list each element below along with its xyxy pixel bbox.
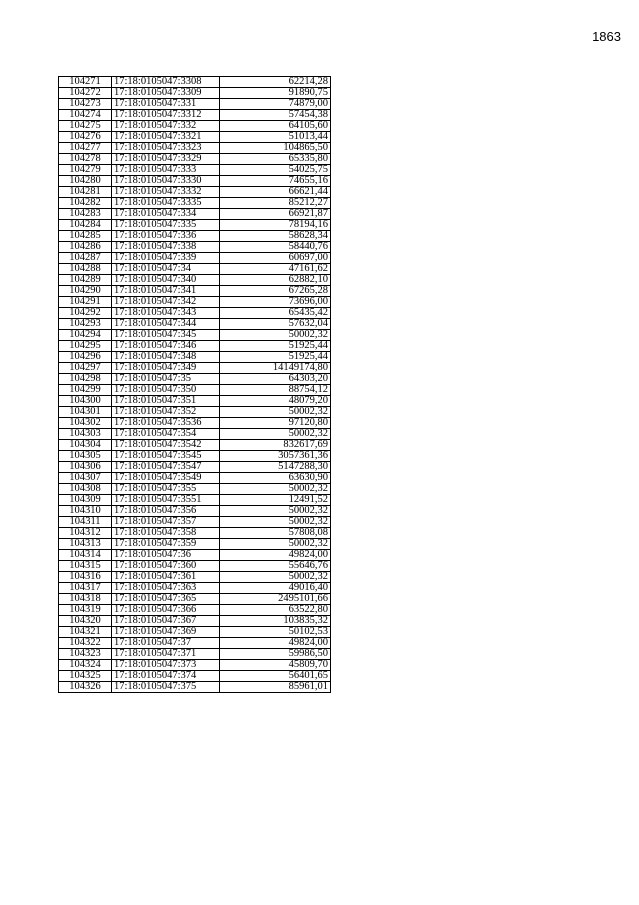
row-number-cell: 104304 xyxy=(59,440,112,451)
table-row xyxy=(59,209,331,220)
value-cell: 49824,00 xyxy=(220,638,331,649)
value-cell: 57454,38 xyxy=(220,110,331,121)
row-number-cell: 104322 xyxy=(59,638,112,649)
table-row xyxy=(59,418,331,429)
table-row xyxy=(59,121,331,132)
table-row xyxy=(59,242,331,253)
value-cell: 57632,04 xyxy=(220,319,331,330)
cadastral-number-cell: 17:18:0105047:355 xyxy=(112,484,220,495)
cadastral-number-cell: 17:18:0105047:333 xyxy=(112,165,220,176)
table-row xyxy=(59,638,331,649)
table-row xyxy=(59,561,331,572)
cadastral-number-cell: 17:18:0105047:352 xyxy=(112,407,220,418)
cadastral-number-cell: 17:18:0105047:335 xyxy=(112,220,220,231)
cadastral-number-cell: 17:18:0105047:360 xyxy=(112,561,220,572)
row-number-cell: 104280 xyxy=(59,176,112,187)
cadastral-number-cell: 17:18:0105047:3321 xyxy=(112,132,220,143)
value-cell: 85961,01 xyxy=(220,682,331,693)
row-number-cell: 104308 xyxy=(59,484,112,495)
value-cell: 88754,12 xyxy=(220,385,331,396)
cadastral-number-cell: 17:18:0105047:340 xyxy=(112,275,220,286)
cadastral-number-cell: 17:18:0105047:37 xyxy=(112,638,220,649)
table-row xyxy=(59,297,331,308)
cadastral-number-cell: 17:18:0105047:338 xyxy=(112,242,220,253)
table-row xyxy=(59,198,331,209)
row-number-cell: 104292 xyxy=(59,308,112,319)
cadastral-number-cell: 17:18:0105047:371 xyxy=(112,649,220,660)
value-cell: 58628,34 xyxy=(220,231,331,242)
row-number-cell: 104298 xyxy=(59,374,112,385)
table-row xyxy=(59,594,331,605)
cadastral-number-cell: 17:18:0105047:348 xyxy=(112,352,220,363)
cadastral-number-cell: 17:18:0105047:375 xyxy=(112,682,220,693)
row-number-cell: 104316 xyxy=(59,572,112,583)
value-cell: 45809,70 xyxy=(220,660,331,671)
table-row xyxy=(59,110,331,121)
row-number-cell: 104315 xyxy=(59,561,112,572)
row-number-cell: 104272 xyxy=(59,88,112,99)
cadastral-number-cell: 17:18:0105047:3312 xyxy=(112,110,220,121)
row-number-cell: 104278 xyxy=(59,154,112,165)
cadastral-number-cell: 17:18:0105047:351 xyxy=(112,396,220,407)
row-number-cell: 104313 xyxy=(59,539,112,550)
row-number-cell: 104305 xyxy=(59,451,112,462)
row-number-cell: 104301 xyxy=(59,407,112,418)
row-number-cell: 104281 xyxy=(59,187,112,198)
row-number-cell: 104288 xyxy=(59,264,112,275)
value-cell: 91890,75 xyxy=(220,88,331,99)
cadastral-number-cell: 17:18:0105047:3329 xyxy=(112,154,220,165)
table-row xyxy=(59,231,331,242)
row-number-cell: 104325 xyxy=(59,671,112,682)
value-cell: 66921,87 xyxy=(220,209,331,220)
table-row xyxy=(59,253,331,264)
row-number-cell: 104324 xyxy=(59,660,112,671)
table-row xyxy=(59,176,331,187)
value-cell: 14149174,80 xyxy=(220,363,331,374)
row-number-cell: 104311 xyxy=(59,517,112,528)
row-number-cell: 104289 xyxy=(59,275,112,286)
table-row xyxy=(59,407,331,418)
value-cell: 63522,80 xyxy=(220,605,331,616)
value-cell: 67265,28 xyxy=(220,286,331,297)
table-row xyxy=(59,363,331,374)
table-row xyxy=(59,374,331,385)
row-number-cell: 104303 xyxy=(59,429,112,440)
cadastral-number-cell: 17:18:0105047:357 xyxy=(112,517,220,528)
cadastral-number-cell: 17:18:0105047:3332 xyxy=(112,187,220,198)
row-number-cell: 104294 xyxy=(59,330,112,341)
cadastral-number-cell: 17:18:0105047:367 xyxy=(112,616,220,627)
value-cell: 104865,50 xyxy=(220,143,331,154)
page-number: 1863 xyxy=(592,29,621,44)
value-cell: 51925,44 xyxy=(220,352,331,363)
cadastral-number-cell: 17:18:0105047:36 xyxy=(112,550,220,561)
table-row xyxy=(59,319,331,330)
cadastral-number-cell: 17:18:0105047:3545 xyxy=(112,451,220,462)
value-cell: 50002,32 xyxy=(220,429,331,440)
row-number-cell: 104296 xyxy=(59,352,112,363)
value-cell: 85212,27 xyxy=(220,198,331,209)
cadastral-number-cell: 17:18:0105047:34 xyxy=(112,264,220,275)
value-cell: 51013,44 xyxy=(220,132,331,143)
value-cell: 63630,90 xyxy=(220,473,331,484)
value-cell: 65435,42 xyxy=(220,308,331,319)
row-number-cell: 104297 xyxy=(59,363,112,374)
value-cell: 50002,32 xyxy=(220,539,331,550)
table-row xyxy=(59,429,331,440)
cadastral-number-cell: 17:18:0105047:354 xyxy=(112,429,220,440)
table-row xyxy=(59,671,331,682)
cadastral-number-cell: 17:18:0105047:3323 xyxy=(112,143,220,154)
cadastral-number-cell: 17:18:0105047:332 xyxy=(112,121,220,132)
value-cell: 50102,53 xyxy=(220,627,331,638)
table-row xyxy=(59,528,331,539)
table-row xyxy=(59,341,331,352)
cadastral-number-cell: 17:18:0105047:3542 xyxy=(112,440,220,451)
row-number-cell: 104299 xyxy=(59,385,112,396)
table-row xyxy=(59,286,331,297)
table-row xyxy=(59,352,331,363)
table-row xyxy=(59,660,331,671)
cadastral-number-cell: 17:18:0105047:35 xyxy=(112,374,220,385)
table-row xyxy=(59,517,331,528)
value-cell: 51925,44 xyxy=(220,341,331,352)
table-row xyxy=(59,187,331,198)
table-row xyxy=(59,143,331,154)
row-number-cell: 104317 xyxy=(59,583,112,594)
value-cell: 62214,28 xyxy=(220,77,331,88)
table-row xyxy=(59,308,331,319)
table-row xyxy=(59,220,331,231)
value-cell: 2495101,66 xyxy=(220,594,331,605)
cadastral-number-cell: 17:18:0105047:336 xyxy=(112,231,220,242)
cadastral-number-cell: 17:18:0105047:3549 xyxy=(112,473,220,484)
cadastral-number-cell: 17:18:0105047:363 xyxy=(112,583,220,594)
row-number-cell: 104285 xyxy=(59,231,112,242)
value-cell: 12491,52 xyxy=(220,495,331,506)
value-cell: 50002,32 xyxy=(220,330,331,341)
table-row xyxy=(59,451,331,462)
table-row xyxy=(59,506,331,517)
row-number-cell: 104291 xyxy=(59,297,112,308)
row-number-cell: 104309 xyxy=(59,495,112,506)
table-row xyxy=(59,550,331,561)
row-number-cell: 104293 xyxy=(59,319,112,330)
cadastral-number-cell: 17:18:0105047:339 xyxy=(112,253,220,264)
value-cell: 5147288,30 xyxy=(220,462,331,473)
table-row xyxy=(59,440,331,451)
row-number-cell: 104290 xyxy=(59,286,112,297)
cadastral-number-cell: 17:18:0105047:3536 xyxy=(112,418,220,429)
row-number-cell: 104319 xyxy=(59,605,112,616)
value-cell: 50002,32 xyxy=(220,484,331,495)
value-cell: 74655,16 xyxy=(220,176,331,187)
cadastral-number-cell: 17:18:0105047:3309 xyxy=(112,88,220,99)
row-number-cell: 104276 xyxy=(59,132,112,143)
value-cell: 60697,00 xyxy=(220,253,331,264)
value-cell: 65335,80 xyxy=(220,154,331,165)
row-number-cell: 104284 xyxy=(59,220,112,231)
row-number-cell: 104326 xyxy=(59,682,112,693)
cadastral-number-cell: 17:18:0105047:349 xyxy=(112,363,220,374)
value-cell: 49824,00 xyxy=(220,550,331,561)
row-number-cell: 104307 xyxy=(59,473,112,484)
cadastral-number-cell: 17:18:0105047:331 xyxy=(112,99,220,110)
cadastral-number-cell: 17:18:0105047:345 xyxy=(112,330,220,341)
row-number-cell: 104287 xyxy=(59,253,112,264)
value-cell: 47161,62 xyxy=(220,264,331,275)
value-cell: 64303,20 xyxy=(220,374,331,385)
table-row xyxy=(59,385,331,396)
row-number-cell: 104323 xyxy=(59,649,112,660)
cadastral-number-cell: 17:18:0105047:361 xyxy=(112,572,220,583)
row-number-cell: 104282 xyxy=(59,198,112,209)
value-cell: 50002,32 xyxy=(220,572,331,583)
cadastral-number-cell: 17:18:0105047:366 xyxy=(112,605,220,616)
table-row xyxy=(59,649,331,660)
value-cell: 74879,00 xyxy=(220,99,331,110)
registry-table xyxy=(58,76,331,693)
table-row xyxy=(59,495,331,506)
row-number-cell: 104306 xyxy=(59,462,112,473)
cadastral-number-cell: 17:18:0105047:369 xyxy=(112,627,220,638)
row-number-cell: 104314 xyxy=(59,550,112,561)
cadastral-number-cell: 17:18:0105047:3551 xyxy=(112,495,220,506)
value-cell: 50002,32 xyxy=(220,506,331,517)
cadastral-number-cell: 17:18:0105047:334 xyxy=(112,209,220,220)
table-row xyxy=(59,132,331,143)
table-row xyxy=(59,462,331,473)
row-number-cell: 104310 xyxy=(59,506,112,517)
row-number-cell: 104273 xyxy=(59,99,112,110)
row-number-cell: 104312 xyxy=(59,528,112,539)
value-cell: 48079,20 xyxy=(220,396,331,407)
table-row xyxy=(59,484,331,495)
row-number-cell: 104277 xyxy=(59,143,112,154)
value-cell: 50002,32 xyxy=(220,407,331,418)
cadastral-number-cell: 17:18:0105047:344 xyxy=(112,319,220,330)
row-number-cell: 104271 xyxy=(59,77,112,88)
value-cell: 54025,75 xyxy=(220,165,331,176)
value-cell: 58440,76 xyxy=(220,242,331,253)
table-row xyxy=(59,165,331,176)
table-row xyxy=(59,330,331,341)
cadastral-number-cell: 17:18:0105047:373 xyxy=(112,660,220,671)
table-row xyxy=(59,572,331,583)
table-row xyxy=(59,88,331,99)
value-cell: 49016,40 xyxy=(220,583,331,594)
row-number-cell: 104274 xyxy=(59,110,112,121)
value-cell: 57808,08 xyxy=(220,528,331,539)
row-number-cell: 104295 xyxy=(59,341,112,352)
cadastral-number-cell: 17:18:0105047:342 xyxy=(112,297,220,308)
row-number-cell: 104286 xyxy=(59,242,112,253)
row-number-cell: 104302 xyxy=(59,418,112,429)
row-number-cell: 104279 xyxy=(59,165,112,176)
cadastral-number-cell: 17:18:0105047:374 xyxy=(112,671,220,682)
row-number-cell: 104320 xyxy=(59,616,112,627)
cadastral-number-cell: 17:18:0105047:358 xyxy=(112,528,220,539)
cadastral-number-cell: 17:18:0105047:346 xyxy=(112,341,220,352)
table-row xyxy=(59,275,331,286)
value-cell: 66621,44 xyxy=(220,187,331,198)
value-cell: 832617,69 xyxy=(220,440,331,451)
cadastral-number-cell: 17:18:0105047:343 xyxy=(112,308,220,319)
cadastral-number-cell: 17:18:0105047:359 xyxy=(112,539,220,550)
table-row xyxy=(59,264,331,275)
value-cell: 59986,50 xyxy=(220,649,331,660)
row-number-cell: 104321 xyxy=(59,627,112,638)
value-cell: 97120,80 xyxy=(220,418,331,429)
value-cell: 73696,00 xyxy=(220,297,331,308)
registry-table-body xyxy=(59,77,331,693)
table-row xyxy=(59,627,331,638)
value-cell: 103835,32 xyxy=(220,616,331,627)
table-row xyxy=(59,77,331,88)
table-row xyxy=(59,473,331,484)
row-number-cell: 104300 xyxy=(59,396,112,407)
table-row xyxy=(59,396,331,407)
table-row xyxy=(59,583,331,594)
cadastral-number-cell: 17:18:0105047:341 xyxy=(112,286,220,297)
cadastral-number-cell: 17:18:0105047:3335 xyxy=(112,198,220,209)
table-row xyxy=(59,154,331,165)
cadastral-number-cell: 17:18:0105047:365 xyxy=(112,594,220,605)
value-cell: 78194,16 xyxy=(220,220,331,231)
table-row xyxy=(59,539,331,550)
value-cell: 62882,10 xyxy=(220,275,331,286)
row-number-cell: 104318 xyxy=(59,594,112,605)
row-number-cell: 104275 xyxy=(59,121,112,132)
cadastral-number-cell: 17:18:0105047:350 xyxy=(112,385,220,396)
cadastral-number-cell: 17:18:0105047:3308 xyxy=(112,77,220,88)
table-row xyxy=(59,616,331,627)
table-row xyxy=(59,605,331,616)
cadastral-number-cell: 17:18:0105047:356 xyxy=(112,506,220,517)
cadastral-number-cell: 17:18:0105047:3547 xyxy=(112,462,220,473)
value-cell: 3057361,36 xyxy=(220,451,331,462)
value-cell: 56401,65 xyxy=(220,671,331,682)
table-row xyxy=(59,682,331,693)
value-cell: 64105,60 xyxy=(220,121,331,132)
row-number-cell: 104283 xyxy=(59,209,112,220)
table-row xyxy=(59,99,331,110)
cadastral-number-cell: 17:18:0105047:3330 xyxy=(112,176,220,187)
value-cell: 50002,32 xyxy=(220,517,331,528)
value-cell: 55646,76 xyxy=(220,561,331,572)
